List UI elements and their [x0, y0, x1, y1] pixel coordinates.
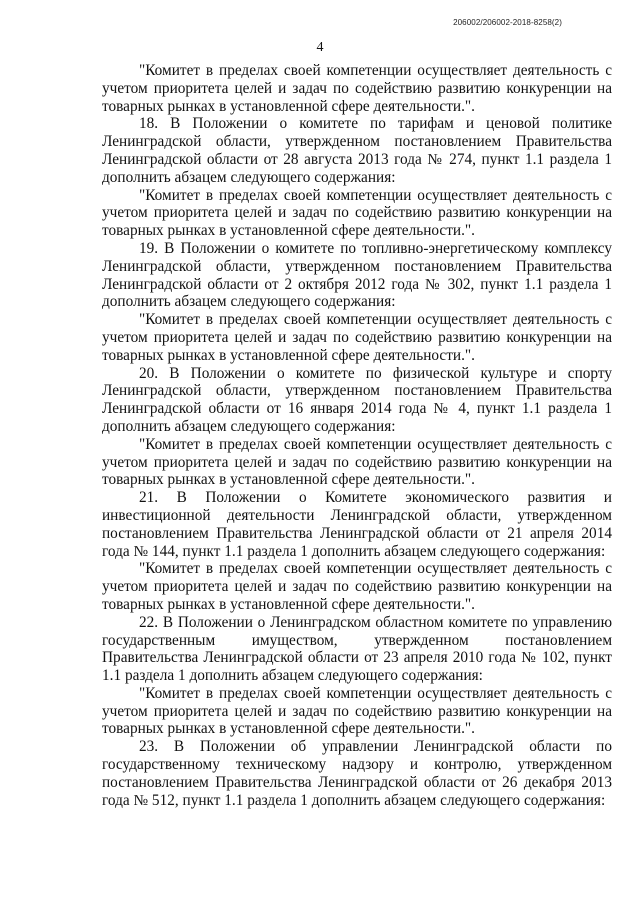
paragraph: 18. В Положении о комитете по тарифам и ценовой политике Ленинградской области, утвержденном постановлением Правительства Ленинградской области от 28 августа 2013 года № 274, пункт 1.1 раздела 1 дополнить абзацем следующего содержания: — [102, 115, 612, 186]
paragraph: "Комитет в пределах своей компетенции осуществляет деятельность с учетом приоритета целей и задач по содействию развитию конкуренции на товарных рынках в установленной сфере деятельности.". — [102, 186, 612, 240]
paragraph: "Комитет в пределах своей компетенции осуществляет деятельность с учетом приоритета целей и задач по содействию развитию конкуренции на товарных рынках в установленной сфере деятельности.". — [102, 435, 612, 489]
paragraph: 23. В Положении об управлении Ленинградской области по государственному техническому надзору и контролю, утвержденном постановлением Правительства Ленинградской области от 26 декабря 2013 года № 512, пункт 1.1 раздела 1 дополнить абзацем следующего содержания: — [102, 738, 612, 809]
document-id: 206002/206002-2018-8258(2) — [453, 18, 562, 27]
paragraph: "Комитет в пределах своей компетенции осуществляет деятельность с учетом приоритета целей и задач по содействию развитию конкуренции на товарных рынках в установленной сфере деятельности.". — [102, 560, 612, 613]
paragraph: "Комитет в пределах своей компетенции осуществляет деятельность с учетом приоритета целей и задач по содействию развитию конкуренции на товарных рынках в установленной сфере деятельности.". — [102, 684, 612, 738]
paragraph: 21. В Положении о Комитете экономического развития и инвестиционной деятельности Ленинградской области, утвержденном постановлением Правительства Ленинградской области от 21 апреля 2014 года № 144, пункт 1.1 раздела 1 дополнить абзацем следующего содержания: — [102, 489, 612, 560]
paragraph: 22. В Положении о Ленинградском областном комитете по управлению государственным имуществом, утвержденном постановлением Правительства Ленинградской области от 23 апреля 2010 года № 102, пункт 1.1 раздела 1 дополнить абзацем следующего содержания: — [102, 613, 612, 685]
paragraph: 19. В Положении о комитете по топливно-энергетическому комплексу Ленинградской области, утвержденном постановлением Правительства Ленинградской области от 2 октября 2012 года № 302, пункт 1.1 раздела 1 дополнить абзацем следующего содержания: — [102, 239, 612, 311]
page-number: 4 — [316, 40, 324, 55]
document-body — [102, 62, 612, 809]
paragraph: "Комитет в пределах своей компетенции осуществляет деятельность с учетом приоритета целей и задач по содействию развитию конкуренции на товарных рынках в установленной сфере деятельности.". — [102, 311, 612, 364]
paragraph: "Комитет в пределах своей компетенции осуществляет деятельность с учетом приоритета целей и задач по содействию развитию конкуренции на товарных рынках в установленной сфере деятельности.". — [102, 62, 612, 115]
paragraph: 20. В Положении о комитете по физической культуре и спорту Ленинградской области, утвержденном постановлением Правительства Ленинградской области от 16 января 2014 года № 4, пункт 1.1 раздела 1 дополнить абзацем следующего содержания: — [102, 364, 612, 435]
